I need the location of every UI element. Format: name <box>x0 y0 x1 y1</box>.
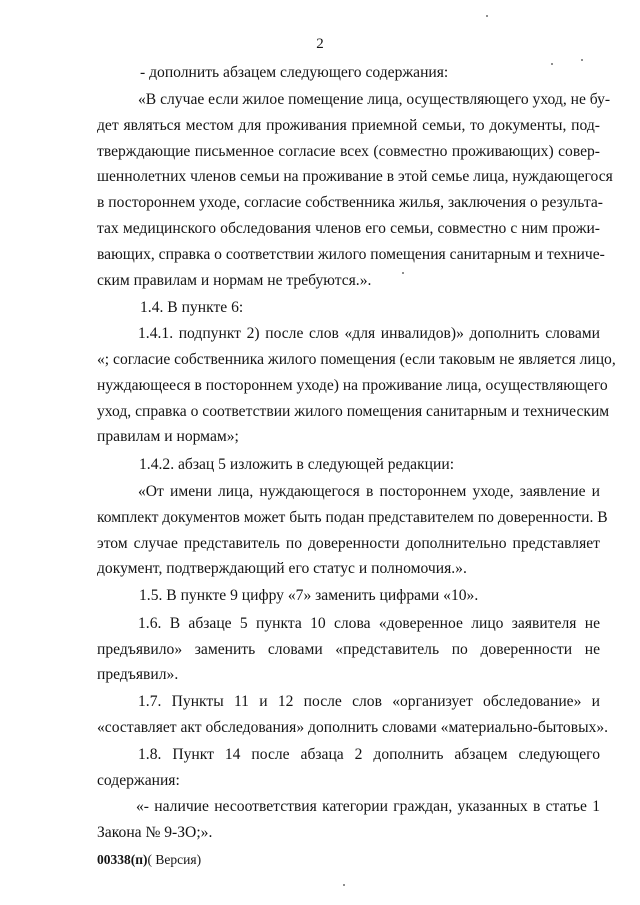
text-line: дет являться местом для проживания приемной семьи, то документы, под- <box>97 117 600 134</box>
page-number: 2 <box>316 36 324 52</box>
text-line: тверждающие письменное согласие всех (совместно проживающих) совер- <box>97 143 600 160</box>
text-line: 1.4.1. подпункт 2) после слов «для инвалидов)» дополнить словами <box>138 325 600 342</box>
text-line: предъявило» заменить словами «представитель по доверенности не <box>97 641 600 658</box>
text-line: 1.7. Пункты 11 и 12 после слов «организует обследование» и <box>138 693 600 710</box>
text-line: ским правилам и нормам не требуются.». <box>97 272 372 289</box>
text-line: «От имени лица, нуждающегося в постороннем уходе, заявление и <box>138 483 600 500</box>
text-line: вающих, справка о соответствии жилого помещения санитарным и техниче- <box>97 246 605 263</box>
text-line: тах медицинского обследования членов его семьи, совместно с ним прожи- <box>97 220 600 237</box>
text-line: комплект документов может быть подан представителем по доверенности. В <box>97 509 608 526</box>
scan-speck <box>486 15 488 17</box>
text-line: 1.4.2. абзац 5 изложить в следующей редакции: <box>139 456 455 473</box>
footer-code: 00338(п) <box>97 852 148 867</box>
text-line: документ, подтверждающий его статус и полномочия.». <box>97 560 467 577</box>
scan-speck <box>402 272 404 274</box>
text-line: содержания: <box>97 772 180 789</box>
text-line: «составляет акт обследования» дополнить словами «материально-бытовых». <box>97 719 609 736</box>
text-line: 1.5. В пункте 9 цифру «7» заменить цифрами «10». <box>139 587 479 604</box>
text-line: «- наличие несоответствия категории граждан, указанных в статье 1 <box>136 798 600 815</box>
text-line: нуждающееся в постороннем уходе) на проживание лица, осуществляющего <box>97 377 608 394</box>
scan-speck <box>581 59 583 61</box>
text-line: уход, справка о соответствии жилого помещения санитарным и техническим <box>97 403 610 420</box>
text-line: 1.4. В пункте 6: <box>140 299 244 316</box>
text-line: этом случае представитель по доверенности дополнительно представляет <box>97 535 600 552</box>
text-line: «В случае если жилое помещение лица, осуществляющего уход, не бу- <box>138 91 611 108</box>
text-line: в постороннем уходе, согласие собственника жилья, заключения о результа- <box>97 194 603 211</box>
text-line: шеннолетних членов семьи на проживание в этой семье лица, нуждающегося <box>97 168 613 185</box>
scan-speck <box>343 884 345 886</box>
text-line: предъявил». <box>97 666 179 683</box>
text-line: 1.6. В абзаце 5 пункта 10 слова «доверенное лицо заявителя не <box>138 615 600 632</box>
scan-speck <box>551 63 553 65</box>
text-line: - дополнить абзацем следующего содержания: <box>140 64 449 81</box>
text-line: Закона № 9-ЗО;». <box>97 824 213 841</box>
footer-label: ( Версия) <box>147 852 202 867</box>
text-line: 1.8. Пункт 14 после абзаца 2 дополнить абзацем следующего <box>138 746 600 763</box>
text-line: «; согласие собственника жилого помещения (если таковым не является лицо, <box>97 351 616 368</box>
text-line: правилам и нормам»; <box>97 428 239 445</box>
document-footer <box>97 852 201 868</box>
